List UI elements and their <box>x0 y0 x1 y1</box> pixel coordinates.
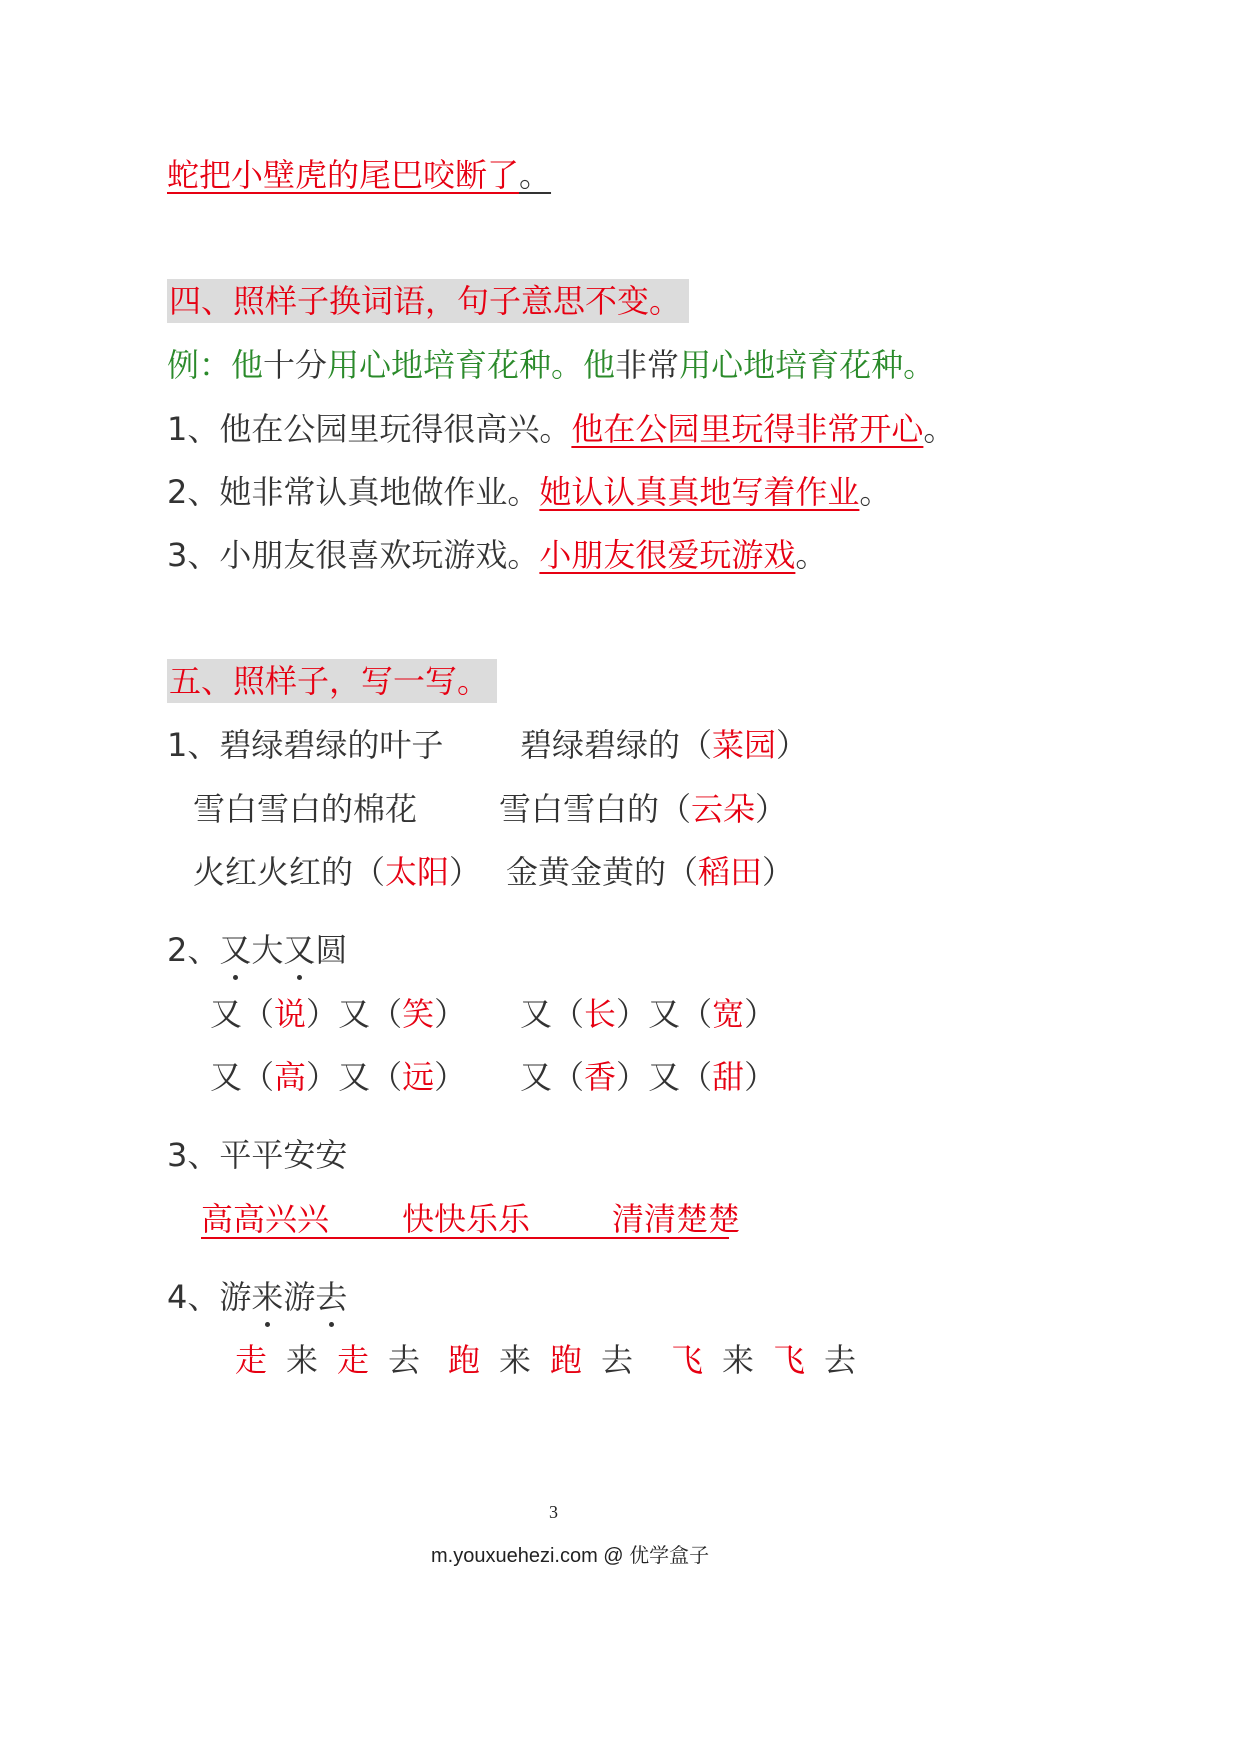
paren-open: （ <box>370 995 403 1033</box>
you-char: 又 <box>338 995 371 1033</box>
q4-number: 4、 <box>167 1278 220 1316</box>
blank-answer: 长 <box>584 995 617 1033</box>
q4-char: 游 <box>283 1278 316 1316</box>
example-part-d: 非常 <box>615 346 680 384</box>
q4-answer-char: 跑 <box>550 1341 583 1379</box>
item-question: 2、她非常认真地做作业。 <box>167 473 540 511</box>
section-4-item-1 <box>167 407 955 451</box>
q4-answer-char: 跑 <box>448 1341 481 1379</box>
q4-answer-char: 飞 <box>773 1341 806 1379</box>
you-char: 又 <box>520 1058 553 1096</box>
you-char: 又 <box>210 995 243 1033</box>
q2-label <box>167 928 347 972</box>
q4-char: 来 <box>722 1341 755 1379</box>
example-part-a: 例：他 <box>167 346 264 384</box>
paren-close: ） <box>744 995 777 1033</box>
q3-label: 3、平平安安 <box>167 1136 348 1174</box>
q3-answer-1: 高高兴兴 <box>201 1200 330 1238</box>
item-question: 1、他在公园里玩得很高兴。 <box>167 410 572 448</box>
section-4-item-3 <box>167 533 827 577</box>
blank-answer: 云朵 <box>691 790 756 828</box>
blank-prefix: 碧绿碧绿的（ <box>520 726 713 764</box>
footer-source: m.youxuehezi.com @ 优学盒子 <box>431 1545 710 1567</box>
q1-row2-left: 雪白雪白的棉花 <box>193 790 418 828</box>
blank-answer: 说 <box>274 995 307 1033</box>
q4-char: 来 <box>499 1341 532 1379</box>
q1-row1-left: 1、碧绿碧绿的叶子 <box>167 726 444 764</box>
q4-label <box>167 1275 347 1319</box>
q3-answer-2: 快快乐乐 <box>402 1200 531 1238</box>
q2-pair-2 <box>520 992 776 1036</box>
top-answer-line <box>167 153 573 197</box>
paren-close: ） <box>616 1058 649 1096</box>
q1-row1-right <box>520 723 808 767</box>
blank-answer: 甜 <box>712 1058 745 1096</box>
q4-answer-char: 走 <box>337 1341 370 1379</box>
item-question: 3、小朋友很喜欢玩游戏。 <box>167 536 540 574</box>
item-answer: 他在公园里玩得非常开心 <box>571 410 924 448</box>
q1-row3-right <box>506 850 794 894</box>
q4-answer-char: 走 <box>235 1341 268 1379</box>
q2-pair-3 <box>210 1055 466 1099</box>
you-char: 又 <box>338 1058 371 1096</box>
q4-char: 去 <box>601 1341 634 1379</box>
example-part-b: 十分 <box>263 346 328 384</box>
q2-char: 圆 <box>315 931 348 969</box>
item-answer: 她认认真真地写着作业 <box>539 473 860 511</box>
blank-answer: 太阳 <box>385 853 450 891</box>
q1-row2-right <box>499 787 787 831</box>
item-answer: 小朋友很爱玩游戏 <box>539 536 796 574</box>
you-char: 又 <box>210 1058 243 1096</box>
blank-answer: 菜园 <box>712 726 777 764</box>
paren-open: （ <box>680 1058 713 1096</box>
q4-char: 游 <box>219 1278 252 1316</box>
blank-answer: 宽 <box>712 995 745 1033</box>
section-5-heading: 五、照样子，写一写。 <box>167 659 497 703</box>
item-punct: 。 <box>923 410 956 448</box>
paren-open: （ <box>242 995 275 1033</box>
you-char: 又 <box>648 995 681 1033</box>
q4-group-2 <box>448 1338 652 1382</box>
item-punct: 。 <box>859 473 892 511</box>
paren-close: ） <box>434 995 467 1033</box>
blank-answer: 香 <box>584 1058 617 1096</box>
paren-close: ） <box>434 1058 467 1096</box>
q2-char: 大 <box>251 931 284 969</box>
paren-close: ） <box>306 1058 339 1096</box>
q4-group-1 <box>235 1338 439 1382</box>
blank-answer: 高 <box>274 1058 307 1096</box>
paren-open: （ <box>242 1058 275 1096</box>
q2-pair-1 <box>210 992 466 1036</box>
blank-prefix: 雪白雪白的（ <box>499 790 692 828</box>
you-char: 又 <box>648 1058 681 1096</box>
paren-open: （ <box>552 995 585 1033</box>
emphasis-char: 又 <box>219 928 251 972</box>
q4-char: 去 <box>824 1341 857 1379</box>
blank-answer: 远 <box>402 1058 435 1096</box>
paren-close: ） <box>306 995 339 1033</box>
q1-row3-left <box>193 850 481 894</box>
paren-open: （ <box>370 1058 403 1096</box>
blank-answer: 稻田 <box>698 853 763 891</box>
item-punct: 。 <box>795 536 828 574</box>
q3-answer-3: 清清楚楚 <box>612 1200 741 1238</box>
blank-prefix: 火红火红的（ <box>193 853 386 891</box>
emphasis-char: 去 <box>315 1275 347 1319</box>
q4-char: 来 <box>286 1341 319 1379</box>
answer-punct: 。 <box>519 156 552 194</box>
blank-suffix: ） <box>755 790 788 828</box>
q4-group-3 <box>671 1338 875 1382</box>
section-4-heading: 四、照样子换词语，句子意思不变。 <box>167 279 689 323</box>
page-number: 3 <box>549 1502 558 1522</box>
blank-prefix: 金黄金黄的（ <box>506 853 699 891</box>
example-part-e: 用心地培育花种。 <box>679 346 936 384</box>
example-part-c: 用心地培育花种。他 <box>327 346 616 384</box>
q4-char: 去 <box>388 1341 421 1379</box>
paren-open: （ <box>680 995 713 1033</box>
answer-text: 蛇把小壁虎的尾巴咬断了 <box>167 156 520 194</box>
paren-open: （ <box>552 1058 585 1096</box>
blank-suffix: ） <box>762 853 795 891</box>
blank-suffix: ） <box>449 853 482 891</box>
q3-answers <box>201 1197 741 1239</box>
blank-suffix: ） <box>776 726 809 764</box>
section-4-example <box>167 343 935 387</box>
paren-close: ） <box>616 995 649 1033</box>
section-4-item-2 <box>167 470 891 514</box>
q2-number: 2、 <box>167 931 220 969</box>
you-char: 又 <box>520 995 553 1033</box>
q2-pair-4 <box>520 1055 776 1099</box>
emphasis-char: 来 <box>251 1275 283 1319</box>
paren-close: ） <box>744 1058 777 1096</box>
emphasis-char: 又 <box>283 928 315 972</box>
blank-answer: 笑 <box>402 995 435 1033</box>
q4-answer-char: 飞 <box>671 1341 704 1379</box>
